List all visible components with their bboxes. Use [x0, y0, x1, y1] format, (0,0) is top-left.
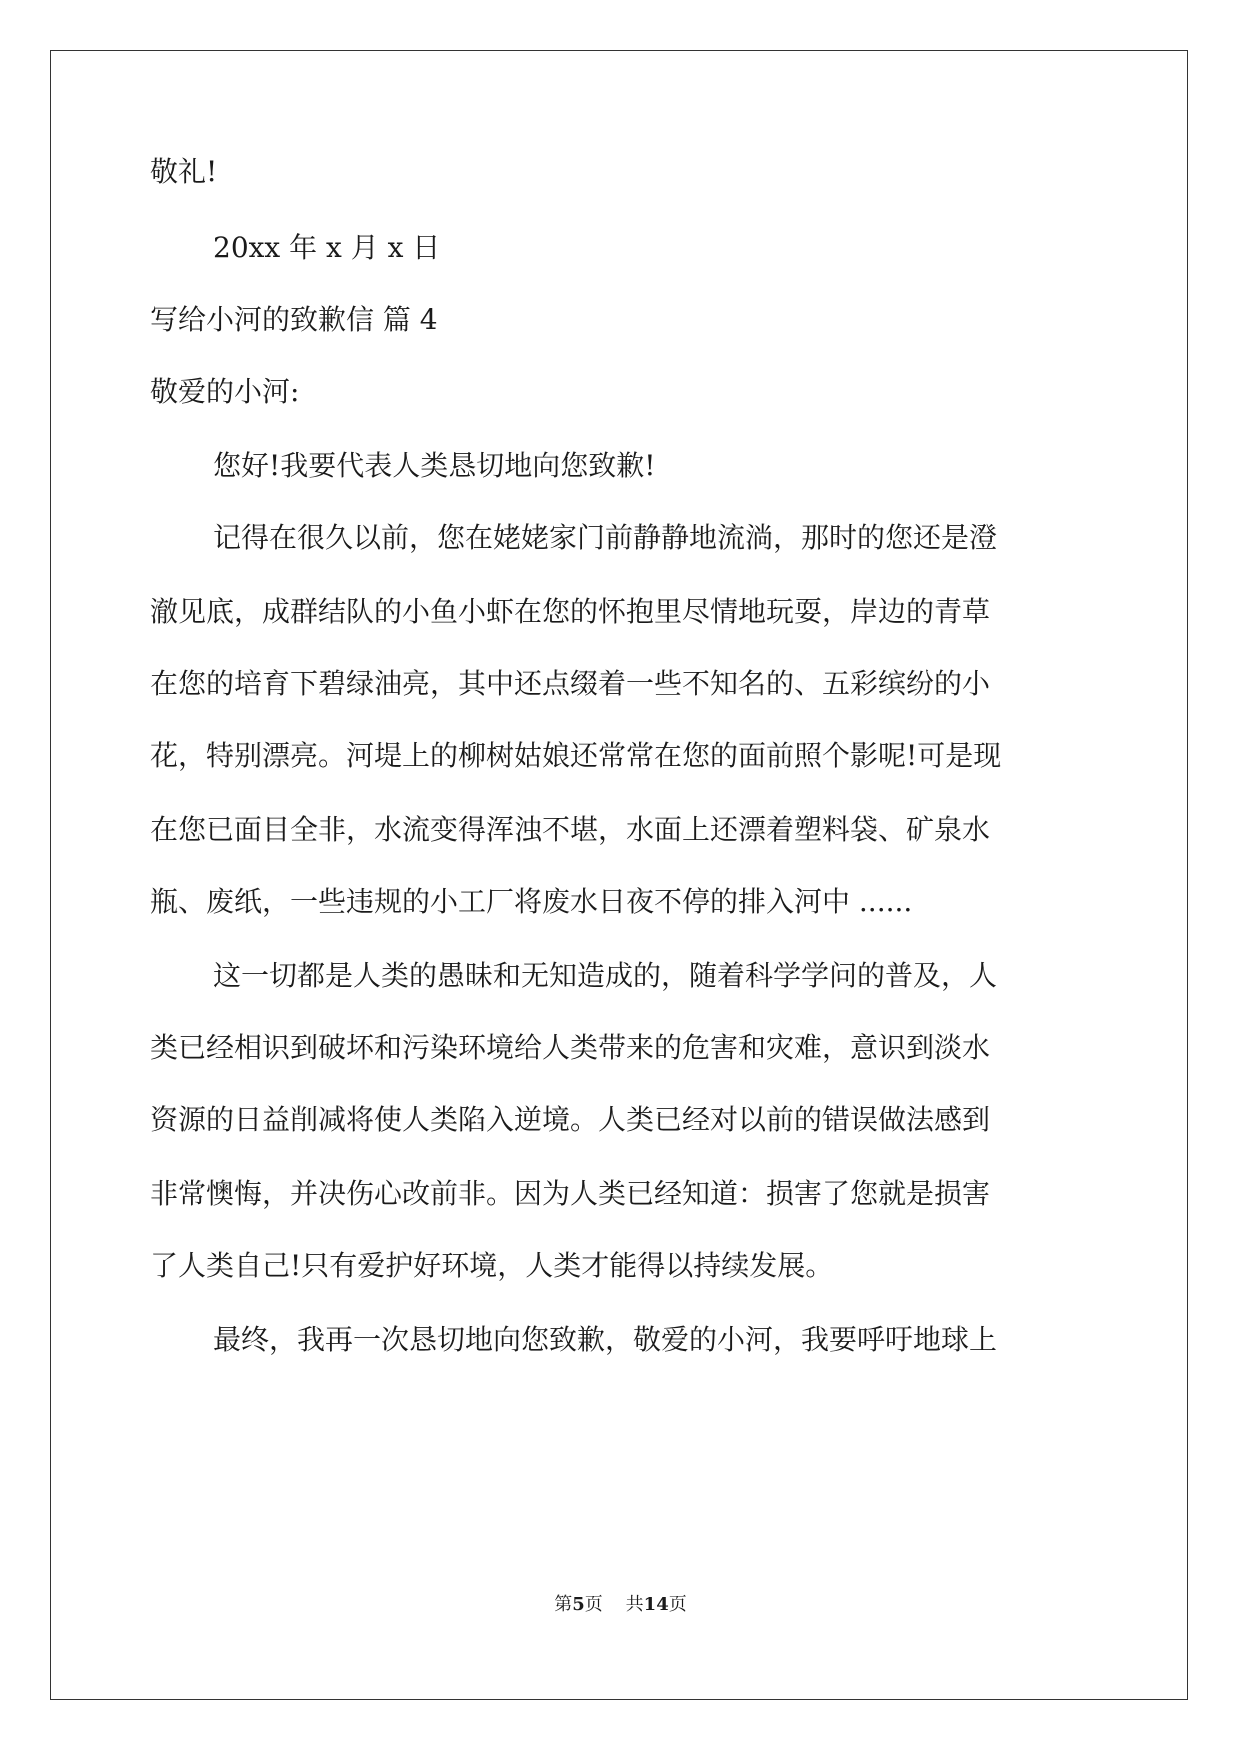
paragraph-line: 了人类自己!只有爱护好环境，人类才能得以持续发展。 — [150, 1249, 834, 1282]
paragraph-line: 在您已面目全非，水流变得浑浊不堪，水面上还漂着塑料袋、矿泉水 — [150, 813, 991, 846]
page-footer — [0, 1590, 1241, 1616]
total-suffix: 页 — [668, 1594, 687, 1615]
total-pages: 14 — [643, 1594, 669, 1615]
page-suffix: 页 — [584, 1594, 603, 1615]
paragraph-line: 最终，我再一次恳切地向您致歉，敬爱的小河，我要呼吁地球上 — [213, 1323, 998, 1356]
letter-greeting: 敬爱的小河: — [150, 375, 300, 408]
paragraph-line: 瓶、废纸，一些违规的小工厂将废水日夜不停的排入河中 ...... — [150, 885, 913, 918]
page-prefix: 第 — [554, 1594, 573, 1615]
paragraph-line: 这一切都是人类的愚昧和无知造成的，随着科学学问的普及，人 — [213, 959, 998, 992]
total-prefix: 共 — [625, 1594, 644, 1615]
paragraph-line: 记得在很久以前，您在姥姥家门前静静地流淌，那时的您还是澄 — [213, 521, 998, 554]
paragraph-line: 非常懊悔，并决伤心改前非。因为人类已经知道：损害了您就是损害 — [150, 1177, 991, 1210]
page-number: 5 — [572, 1594, 585, 1615]
paragraph-line: 花，特别漂亮。河堤上的柳树姑娘还常常在您的面前照个影呢!可是现 — [150, 739, 1002, 772]
closing-salutation: 敬礼! — [150, 155, 218, 188]
paragraph-line: 在您的培育下碧绿油亮，其中还点缀着一些不知名的、五彩缤纷的小 — [150, 667, 991, 700]
paragraph-line: 资源的日益削减将使人类陷入逆境。人类已经对以前的错误做法感到 — [150, 1103, 991, 1136]
letter-date: 20xx 年 x 月 x 日 — [213, 231, 441, 264]
paragraph-line: 您好!我要代表人类恳切地向您致歉! — [213, 449, 656, 482]
section-title: 写给小河的致歉信 篇 4 — [150, 303, 438, 336]
paragraph-line: 类已经相识到破坏和污染环境给人类带来的危害和灾难，意识到淡水 — [150, 1031, 991, 1064]
page-border — [50, 50, 1188, 1700]
paragraph-line: 澈见底，成群结队的小鱼小虾在您的怀抱里尽情地玩耍，岸边的青草 — [150, 595, 991, 628]
